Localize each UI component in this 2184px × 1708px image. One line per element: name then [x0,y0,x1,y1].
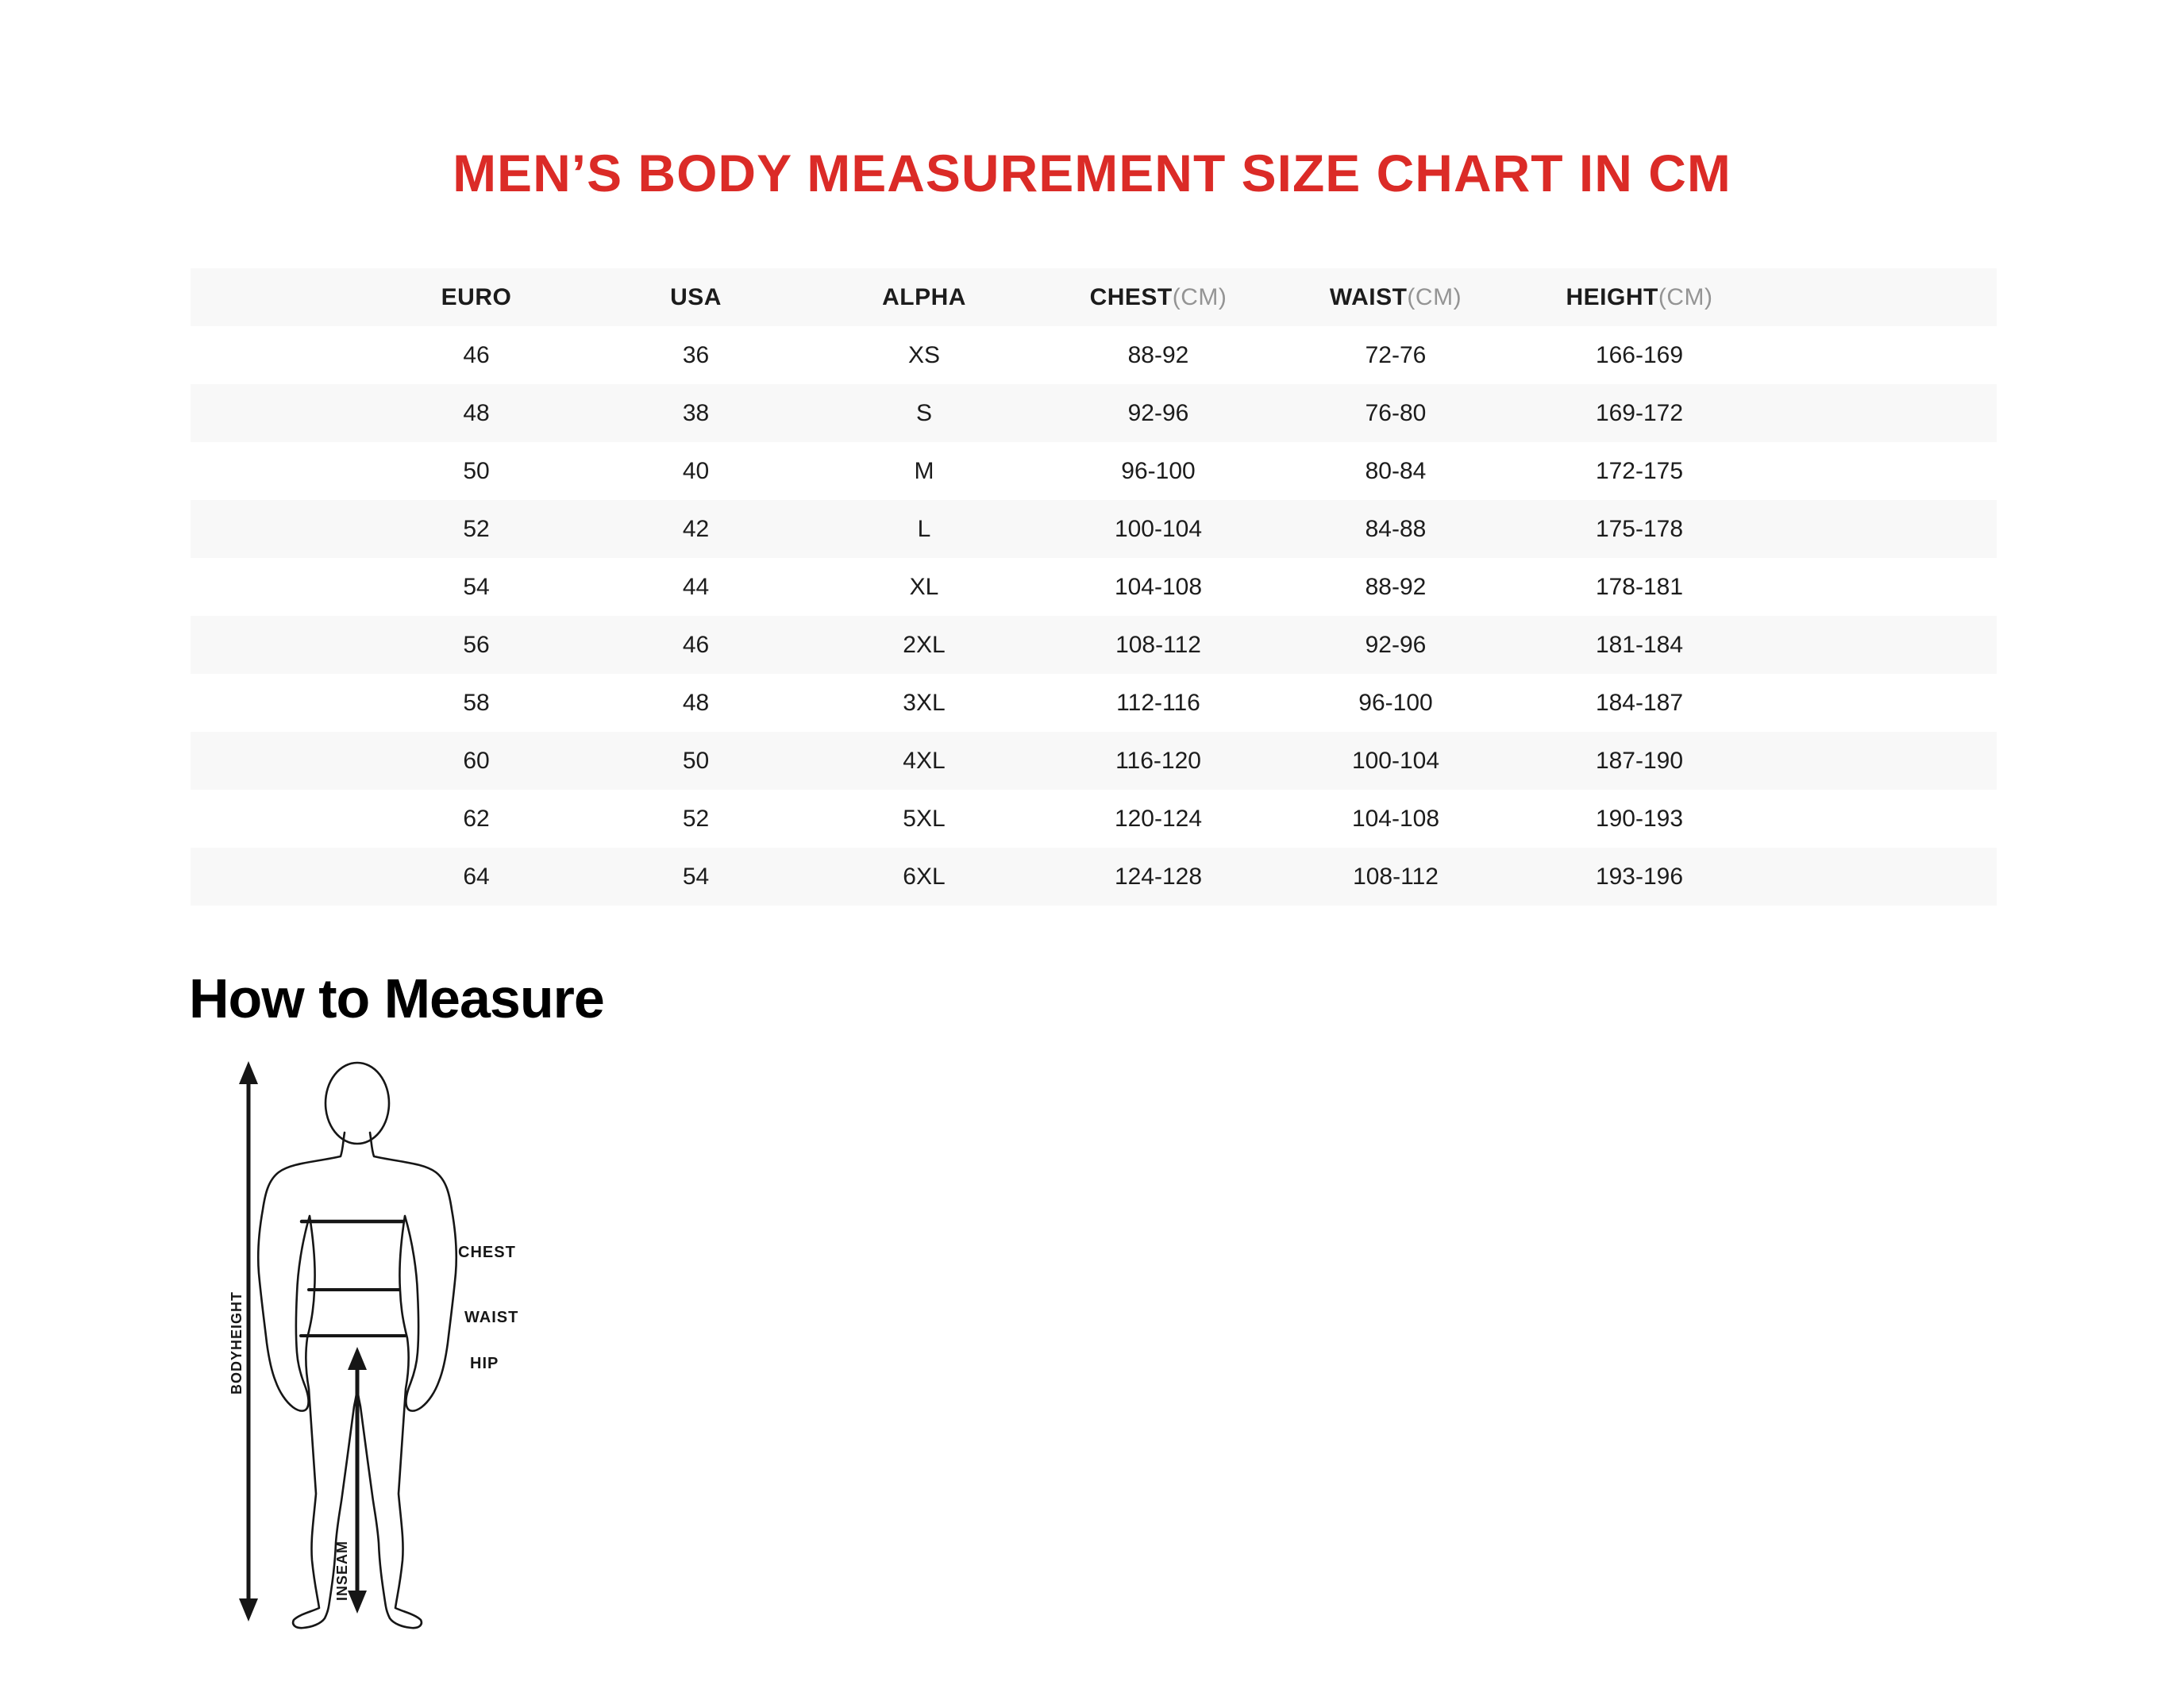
table-row [191,558,1997,616]
table-cell: 116-120 [1115,747,1201,774]
table-cell: 72-76 [1365,341,1427,368]
table-cell: 175-178 [1595,515,1684,542]
table-header-row [191,268,1997,326]
table-cell: 108-112 [1115,631,1201,658]
table-cell: 54 [463,573,490,600]
table-row [191,790,1997,848]
waist-label: WAIST [464,1309,519,1326]
table-cell: 178-181 [1595,573,1684,600]
table-cell: 50 [682,747,710,774]
table-cell: 96-100 [1121,457,1196,484]
table-cell: 6XL [903,863,946,890]
table-cell: 92-96 [1365,631,1427,658]
header-label: WAIST [1329,283,1408,310]
table-cell: 181-184 [1595,631,1684,658]
column-header-chest [1041,284,1276,311]
table-cell: 60 [463,747,490,774]
table-cell: 80-84 [1365,457,1427,484]
body-measurement-diagram [206,1058,587,1693]
header-unit: (CM) [1407,283,1462,310]
bodyheight-arrowhead-top [239,1061,258,1084]
table-cell: 62 [463,805,490,832]
table-cell: L [917,515,931,542]
table-cell: 184-187 [1595,689,1684,716]
table-cell: 64 [463,863,490,890]
table-cell: XL [909,573,939,600]
hip-label: HIP [470,1355,499,1372]
table-cell: 124-128 [1114,863,1203,890]
table-cell: 120-124 [1114,805,1203,832]
table-cell: 58 [463,689,490,716]
how-to-measure-heading: How to Measure [189,967,604,1029]
table-cell: 100-104 [1351,747,1440,774]
table-cell: 2XL [903,631,946,658]
table-row [191,442,1997,500]
table-cell: 88-92 [1365,573,1427,600]
inseam-arrowhead-top [348,1347,367,1370]
column-header-euro [368,284,584,311]
table-cell: 5XL [903,805,946,832]
table-cell: 50 [463,457,490,484]
body-outline-right-half [357,1133,456,1628]
table-cell: 76-80 [1365,399,1427,426]
table-cell: 96-100 [1358,689,1433,716]
table-row [191,674,1997,732]
table-row [191,326,1997,384]
header-label: CHEST [1089,283,1173,310]
table-cell: 187-190 [1595,747,1684,774]
table-cell: 52 [682,805,710,832]
table-cell: 166-169 [1595,341,1684,368]
table-cell: 100-104 [1114,515,1203,542]
table-cell: M [914,457,934,484]
bodyheight-arrowhead-bottom [239,1598,258,1621]
column-header-usa [584,284,807,311]
table-cell: 193-196 [1595,863,1684,890]
column-header-waist [1276,284,1516,311]
table-row [191,848,1997,906]
size-table [191,268,1997,906]
column-header-height [1516,284,1763,311]
header-label: ALPHA [882,283,966,310]
column-header-alpha [807,284,1041,311]
header-unit: (CM) [1172,283,1227,310]
page-title: MEN’S BODY MEASUREMENT SIZE CHART IN CM [453,144,1731,202]
table-cell: 46 [682,631,710,658]
table-row [191,384,1997,442]
inseam-arrowhead-bottom [348,1591,367,1614]
table-cell: XS [907,341,941,368]
table-cell: 54 [682,863,710,890]
inseam-label: INSEAM [334,1540,350,1602]
table-cell: 88-92 [1127,341,1189,368]
table-cell: 172-175 [1595,457,1684,484]
table-cell: 40 [682,457,710,484]
table-cell: 104-108 [1114,573,1203,600]
head-outline [325,1063,389,1144]
table-row [191,616,1997,674]
bodyheight-label: BODYHEIGHT [229,1291,245,1395]
table-cell: 48 [682,689,710,716]
table-cell: 169-172 [1595,399,1684,426]
table-row [191,732,1997,790]
table-cell: 4XL [903,747,946,774]
table-cell: 52 [463,515,490,542]
header-label: EURO [441,283,512,310]
table-cell: 48 [463,399,490,426]
table-cell: 104-108 [1351,805,1440,832]
table-row [191,500,1997,558]
table-cell: 84-88 [1365,515,1427,542]
table-cell: 44 [682,573,710,600]
table-cell: 56 [463,631,490,658]
header-unit: (CM) [1658,283,1713,310]
table-cell: 42 [682,515,710,542]
table-cell: 38 [682,399,710,426]
table-cell: 190-193 [1595,805,1684,832]
header-label: HEIGHT [1566,283,1658,310]
header-label: USA [670,283,722,310]
table-cell: 92-96 [1127,399,1189,426]
table-cell: 112-116 [1116,689,1200,716]
table-cell: 3XL [903,689,946,716]
table-cell: S [915,399,932,426]
table-cell: 46 [463,341,490,368]
table-cell: 36 [682,341,710,368]
table-cell: 108-112 [1353,863,1439,890]
chest-label: CHEST [458,1244,516,1261]
